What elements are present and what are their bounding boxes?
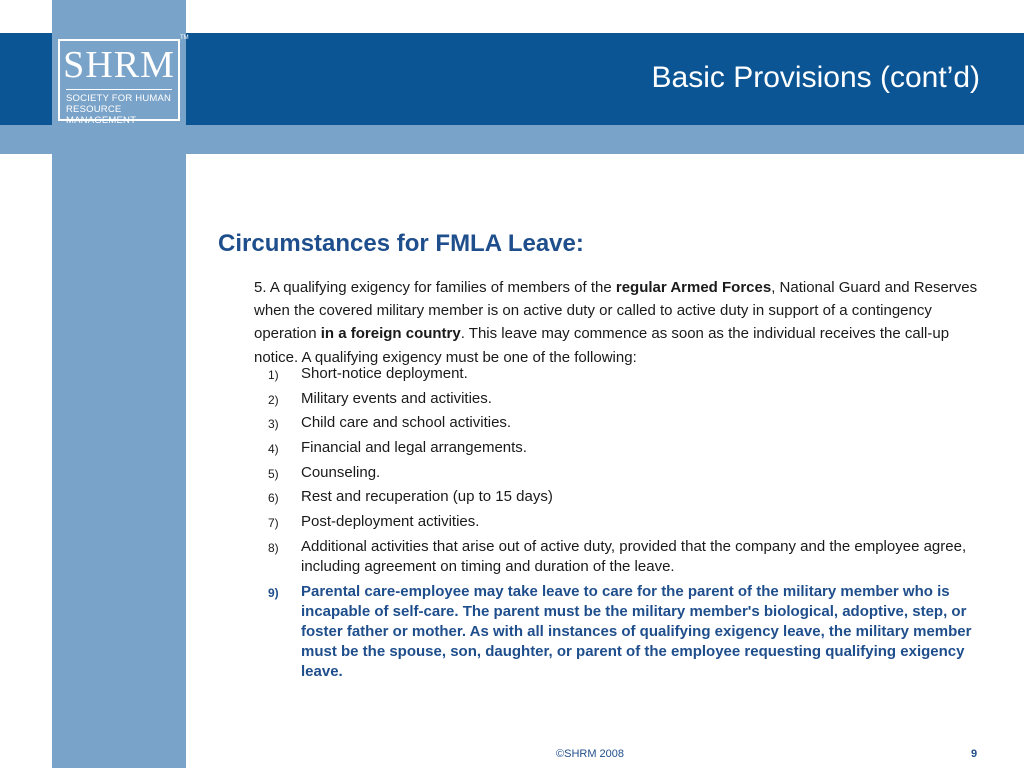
logo-divider xyxy=(66,89,172,90)
logo-frame xyxy=(58,39,180,126)
list-item xyxy=(254,438,984,458)
logo-subtitle xyxy=(66,93,176,126)
list-item-number: 1) xyxy=(268,368,279,382)
list-item xyxy=(254,512,984,532)
list-item-number: 4) xyxy=(268,442,279,457)
list-item xyxy=(254,364,984,384)
list-item xyxy=(254,463,984,483)
list-item xyxy=(254,389,984,409)
list-item-number: 8) xyxy=(268,540,279,555)
logo-line-1: SOCIETY FOR HUMAN xyxy=(66,93,172,104)
intro-text-e: . This leave may commence as soon as the individual receives the call-up notice. A qualifying exigency must be one of the following: xyxy=(254,325,950,366)
logo-line-2: RESOURCE MANAGEMENT xyxy=(66,104,137,126)
slide-title: Basic Provisions (cont’d) xyxy=(651,61,980,94)
list-item-text: Parental care-employee may take leave to care for the parent of the military member who is incapable of self-care. The parent must be the military member's biological, adoptive, step, or foster father or mother. As with all instances of qualifying exigency leave, the military member must be the spouse, son, daughter, or parent of the employee requesting qualifying exigency leave. xyxy=(301,582,972,680)
list-item xyxy=(254,537,984,577)
intro-text-a: 5. A qualifying exigency for families of members of the xyxy=(254,279,616,296)
logo-mark: SHRM xyxy=(63,44,175,86)
exigency-list xyxy=(254,364,984,686)
list-item-number: 6) xyxy=(268,491,279,506)
list-item xyxy=(254,413,984,433)
list-item-text: Additional activities that arise out of active duty, provided that the company and the employee agree, including agreement on timing and duration of the leave. xyxy=(301,537,967,575)
section-heading: Circumstances for FMLA Leave: xyxy=(218,230,584,257)
list-item-text: Short-notice deployment. xyxy=(301,365,468,382)
intro-emphasis-foreign-country: in a foreign country xyxy=(320,325,461,343)
list-item-number: 3) xyxy=(268,417,279,432)
list-item-number: 9) xyxy=(268,585,279,600)
list-item-number: 2) xyxy=(268,392,279,407)
list-item-text: Counseling. xyxy=(301,463,381,481)
list-item-number: 5) xyxy=(268,466,279,481)
list-item-text: Military events and activities. xyxy=(301,389,492,407)
trademark-mark: TM xyxy=(180,35,189,41)
list-item-highlighted xyxy=(254,582,984,682)
page-number: 9 xyxy=(971,748,978,760)
shrm-logo xyxy=(52,33,189,126)
intro-emphasis-armed-forces: regular Armed Forces xyxy=(615,279,772,296)
footer-copyright: ©SHRM 2008 xyxy=(556,748,625,760)
intro-paragraph xyxy=(254,276,989,369)
list-item-text: Post-deployment activities. xyxy=(301,513,480,531)
list-item xyxy=(254,487,984,507)
intro-text-c: , National Guard and Reserves when the covered military member is on active duty or called to active duty in support of a contingency operation xyxy=(254,279,978,343)
list-item-number: 7) xyxy=(268,516,279,531)
list-item-text: Financial and legal arrangements. xyxy=(301,439,527,457)
list-item-text: Rest and recuperation (up to 15 days) xyxy=(301,488,553,506)
list-item-text: Child care and school activities. xyxy=(301,414,512,432)
